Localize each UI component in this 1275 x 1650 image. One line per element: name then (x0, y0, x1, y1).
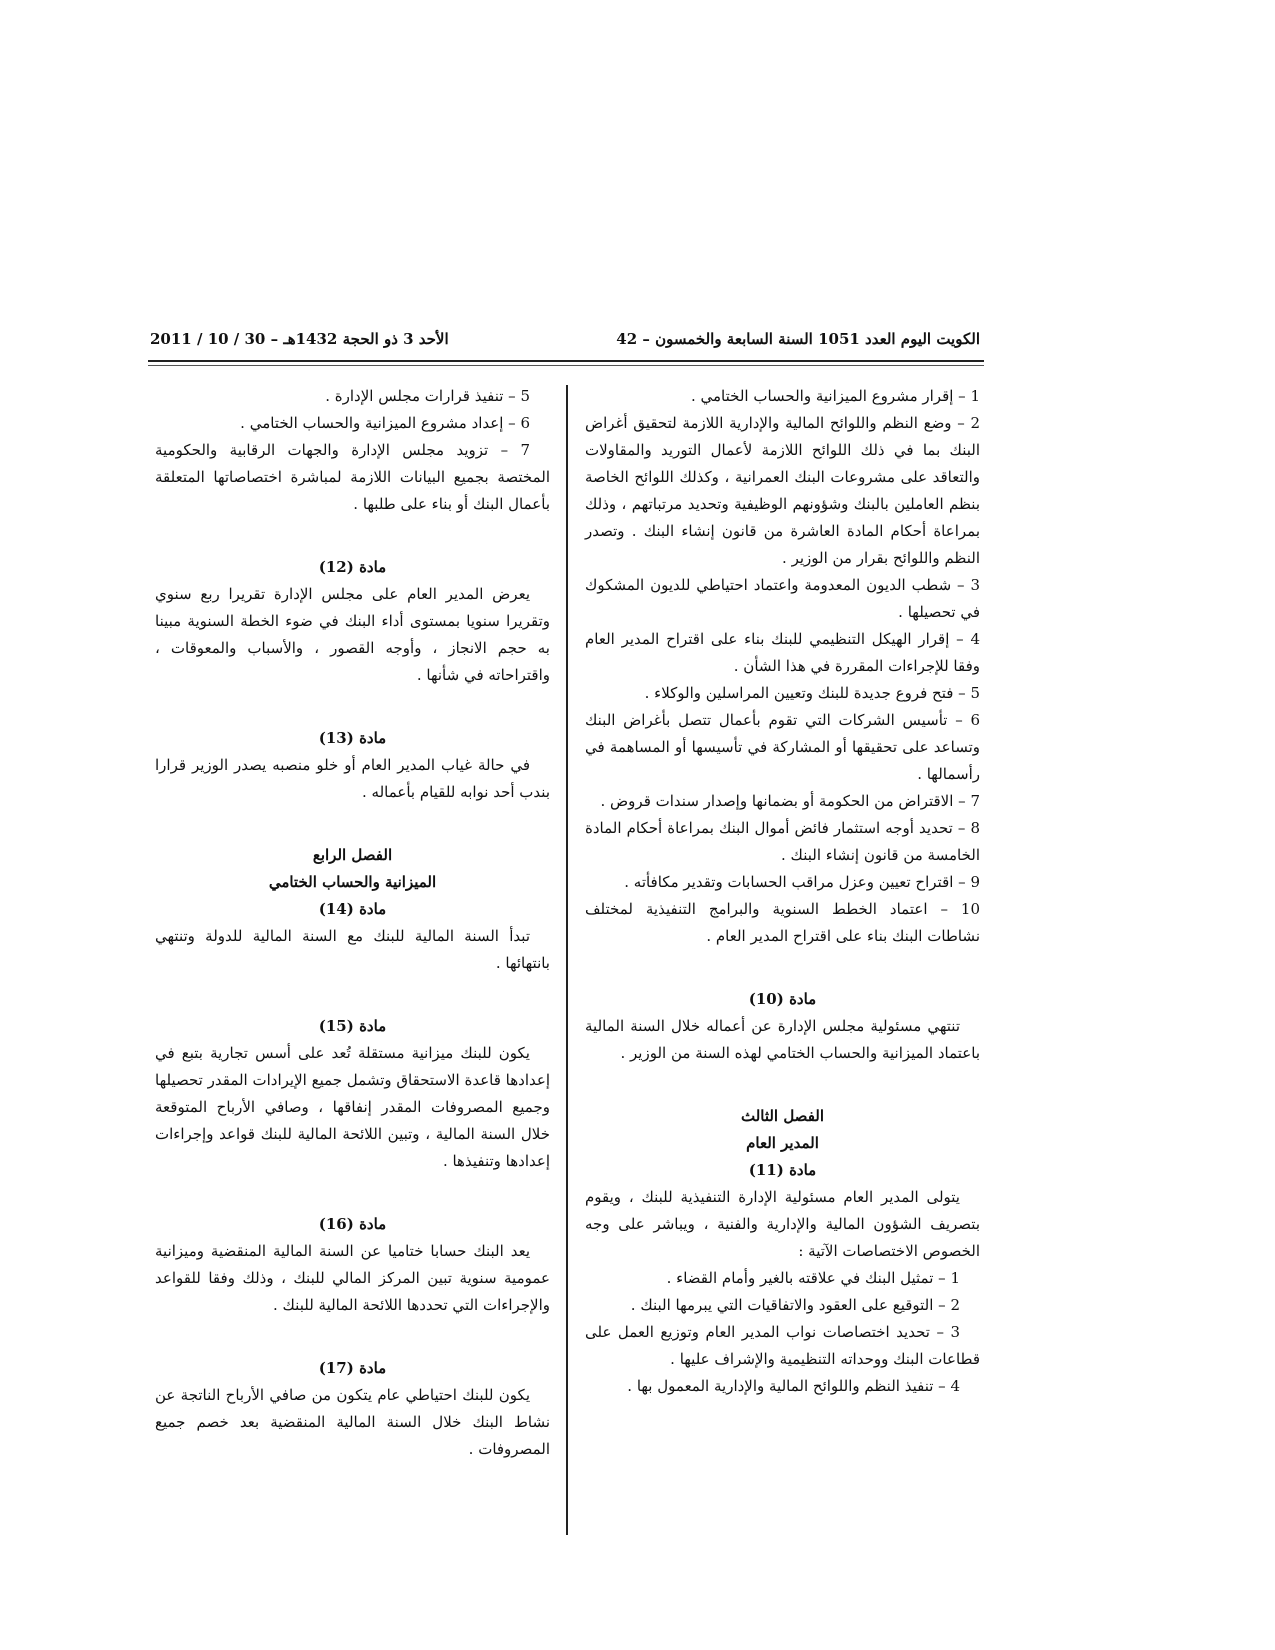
list-item: 1 – تمثيل البنك في علاقته بالغير وأمام القضاء . (666, 1269, 960, 1287)
list-item: 5 – فتح فروع جديدة للبنك وتعيين المراسلين والوكلاء . (644, 684, 980, 702)
header-rule-thin (148, 365, 984, 366)
chapter-3-subtitle: المدير العام (746, 1134, 819, 1152)
chapter-4-subtitle: الميزانية والحساب الختامي (268, 873, 437, 891)
list-item: 6 – إعداد مشروع الميزانية والحساب الختامي . (240, 414, 530, 432)
article-13-text: في حالة غياب المدير العام أو خلو منصبه يصدر الوزير قرارا بندب أحد نوابه للقيام بأعماله . (155, 756, 550, 801)
list-item: 2 – التوقيع على العقود والاتفاقيات التي يبرمها البنك . (630, 1296, 960, 1314)
list-item: 10 – اعتماد الخطط السنوية والبرامج التنفيذية لمختلف نشاطات البنك بناء على اقتراح المدير العام . (585, 900, 980, 945)
list-item: 4 – إقرار الهيكل التنظيمي للبنك بناء على اقتراح المدير العام وفقا للإجراءات المقررة في هذا الشأن . (585, 630, 980, 675)
chapter-3-title: الفصل الثالث (740, 1107, 825, 1125)
list-item: 7 – الاقتراض من الحكومة أو بضمانها وإصدار سندات قروض . (600, 792, 980, 810)
article-17-title: مادة (17) (318, 1359, 387, 1377)
left-column (155, 383, 550, 1463)
list-item: 7 – تزويد مجلس الإدارة والجهات الرقابية والحكومية المختصة بجميع البيانات اللازمة لمباشرة اختصاصاتها المتعلقة بأعمال البنك أو بناء على طلبها . (155, 441, 550, 513)
article-15-title: مادة (15) (318, 1017, 387, 1035)
article-11-text: يتولى المدير العام مسئولية الإدارة التنفيذية للبنك ، ويقوم بتصريف الشؤون المالية والإدارية والفنية ، ويباشر على وجه الخصوص الاختصاصات الآتية : (585, 1188, 980, 1260)
article-11-title: مادة (11) (748, 1161, 817, 1179)
article-10-title: مادة (10) (748, 990, 817, 1008)
list-item: 8 – تحديد أوجه استثمار فائض أموال البنك بمراعاة أحكام المادة الخامسة من قانون إنشاء البنك . (585, 819, 980, 864)
article-14-title: مادة (14) (318, 900, 387, 918)
article-12-title: مادة (12) (318, 558, 387, 576)
article-10-text: تنتهي مسئولية مجلس الإدارة عن أعماله خلال السنة المالية باعتماد الميزانية والحساب الختامي لهذه السنة من الوزير . (585, 1017, 980, 1062)
list-item: 9 – اقتراح تعيين وعزل مراقب الحسابات وتقدير مكافأته . (624, 873, 980, 891)
list-item: 3 – شطب الديون المعدومة واعتماد احتياطي للديون المشكوك في تحصيلها . (585, 576, 980, 621)
right-column (585, 383, 980, 1400)
header-rule-thick (148, 360, 984, 362)
article-16-title: مادة (16) (318, 1215, 387, 1233)
article-12-text: يعرض المدير العام على مجلس الإدارة تقريرا ربع سنوي وتقريرا سنويا بمستوى أداء البنك في ضوء الخطة السنوية مبينا به حجم الانجاز ، وأوجه القصور ، والأسباب والمعوقات ، واقتراحاته في شأنها . (155, 585, 550, 684)
list-item: 3 – تحديد اختصاصات نواب المدير العام وتوزيع العمل على قطاعات البنك ووحداته التنظيمية والإشراف عليها . (585, 1323, 980, 1368)
header-date: الأحد 3 ذو الحجة 1432هـ – 30 / 10 / 2011 (150, 330, 449, 348)
list-item: 6 – تأسيس الشركات التي تقوم بأعمال تتصل بأغراض البنك وتساعد على تحقيقها أو المشاركة في تأسيسها أو المساهمة في رأسمالها . (585, 711, 980, 783)
chapter-4-title: الفصل الرابع (312, 846, 393, 864)
header-issue-info: الكويت اليوم العدد 1051 السنة السابعة والخمسون – 42 (616, 330, 980, 348)
article-16-text: يعد البنك حسابا ختاميا عن السنة المالية المنقضية وميزانية عمومية سنوية تبين المركز المالي للبنك ، وذلك وفقا للقواعد والإجراءات التي تحددها اللائحة المالية للبنك . (155, 1242, 550, 1314)
list-item: 2 – وضع النظم واللوائح المالية والإدارية اللازمة لتحقيق أغراض البنك بما في ذلك اللوائح اللازمة لأعمال التوريد والمقاولات والتعاقد على مشروعات البنك العمرانية ، وكذلك اللوائح الخاصة بنظم العاملين بالبنك وشؤونهم الوظيفية وتحديد مرتباتهم ، وذلك بمراعاة أحكام المادة العاشرة من قانون إنشاء البنك . وتصدر النظم واللوائح بقرار من الوزير . (585, 414, 980, 567)
article-17-text: يكون للبنك احتياطي عام يتكون من صافي الأرباح الناتجة عن نشاط البنك خلال السنة المالية المنقضية بعد خصم جميع المصروفات . (155, 1386, 550, 1458)
article-15-text: يكون للبنك ميزانية مستقلة تُعد على أسس تجارية بتبع في إعدادها قاعدة الاستحقاق وتشمل جميع الإيرادات المقدر تحصيلها وجميع المصروفات المقدر إنفاقها ، وصافي الأرباح المتوقعة خلال السنة المالية ، وتبين اللائحة المالية للبنك قواعد وإجراءات إعدادها وتنفيذها . (155, 1044, 550, 1170)
page-header (150, 330, 980, 358)
column-divider (566, 385, 568, 1535)
list-item: 5 – تنفيذ قرارات مجلس الإدارة . (325, 387, 530, 405)
article-14-text: تبدأ السنة المالية للبنك مع السنة المالية للدولة وتنتهي بانتهائها . (155, 927, 550, 972)
list-item: 4 – تنفيذ النظم واللوائح المالية والإدارية المعمول بها . (627, 1377, 960, 1395)
list-item: 1 – إقرار مشروع الميزانية والحساب الختامي . (690, 387, 980, 405)
article-13-title: مادة (13) (318, 729, 387, 747)
